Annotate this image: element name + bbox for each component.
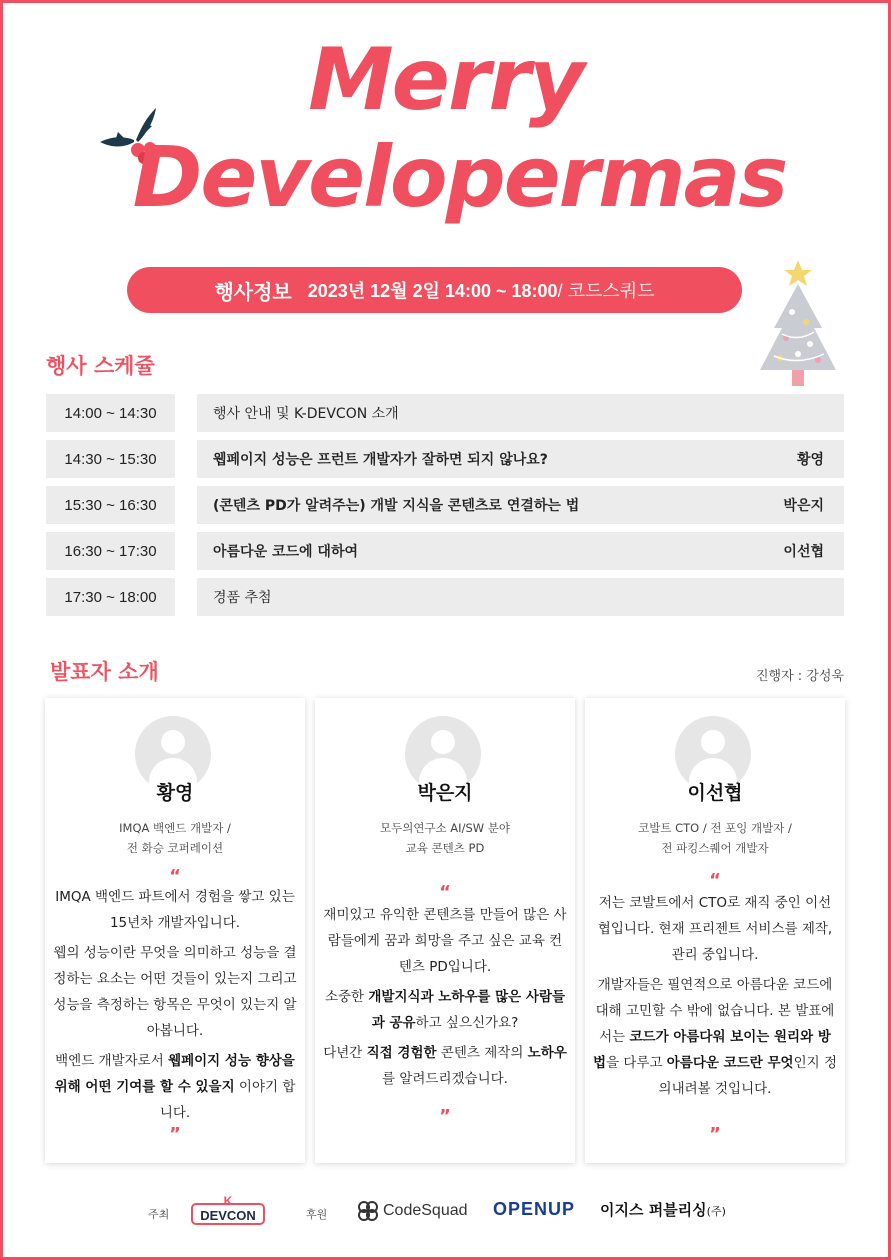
schedule-speaker: 박은지 (783, 498, 824, 514)
schedule-topic: 웹페이지 성능은 프런트 개발자가 잘하면 되지 않나요? (213, 452, 548, 468)
devcon-logo (190, 1196, 266, 1226)
bio-paragraph: 소중한 개발지식과 노하우를 많은 사람들과 공유하고 싶으신가요? (324, 989, 566, 1031)
schedule-desc (197, 532, 844, 570)
codesquad-logo (357, 1200, 468, 1222)
schedule-time: 17:30 ~ 18:00 (46, 578, 175, 616)
event-info-place: / 코드스쿼드 (557, 281, 655, 301)
schedule-table (46, 394, 844, 624)
bio-paragraph: IMQA 백엔드 파트에서 경험을 쌓고 있는 15년차 개발자입니다. (55, 889, 295, 931)
schedule-row (46, 486, 844, 524)
schedule-topic: 경품 추첨 (213, 590, 272, 606)
schedule-row (46, 440, 844, 478)
schedule-topic: 행사 안내 및 K-DEVCON 소개 (213, 406, 399, 422)
title-developermas: Developermas (132, 128, 787, 226)
schedule-topic: 아름다운 코드에 대하여 (213, 544, 358, 560)
speaker-name: 황영 (156, 782, 194, 804)
schedule-row (46, 394, 844, 432)
bio-paragraph: 재미있고 유익한 콘텐츠를 만들어 많은 사람들에게 꿈과 희망을 주고 싶은 교육 컨텐츠 PD입니다. (323, 907, 567, 975)
ez-logo-text: 이지스 퍼블리싱 (600, 1201, 707, 1219)
schedule-desc (197, 578, 844, 616)
devcon-logo-text: DEVCON (200, 1208, 256, 1223)
speaker-bio (53, 884, 297, 1130)
speaker-role (315, 818, 575, 858)
speaker-role (45, 818, 305, 858)
speaker-role-line: IMQA 백엔드 개발자 / (119, 821, 231, 835)
speaker-role-line: 전 화승 코퍼레이션 (126, 841, 224, 855)
speaker-role-line: 모두의연구소 AI/SW 분야 (380, 821, 510, 835)
moderator-text: 진행자 : 강성욱 (756, 669, 844, 684)
speaker-role-line: 교육 콘텐츠 PD (405, 841, 485, 855)
sponsor-label: 후원 (306, 1208, 328, 1221)
bio-paragraph: 개발자들은 필연적으로 아름다운 코드에 대해 고민할 수 밖에 없습니다. 본 발표에서는 코드가 아름다워 보이는 원리와 방법을 다루고 아름다운 코드란 무엇인지 정의내려볼 것입니다. (593, 977, 837, 1097)
schedule-time: 14:30 ~ 15:30 (46, 440, 175, 478)
event-info-date: 2023년 12월 2일 14:00 ~ 18:00 (307, 281, 558, 301)
schedule-time: 15:30 ~ 16:30 (46, 486, 175, 524)
quote-open-icon: “ (439, 882, 451, 903)
speaker-card (315, 698, 575, 1163)
event-info-label: 행사정보 (214, 281, 292, 304)
schedule-desc (197, 394, 844, 432)
ez-publishing-logo (600, 1199, 726, 1220)
speaker-role-line: 코발트 CTO / 전 포잉 개발자 / (638, 821, 792, 835)
schedule-speaker: 이선협 (783, 544, 824, 560)
quote-open-icon: “ (169, 866, 181, 887)
schedule-time: 14:00 ~ 14:30 (46, 394, 175, 432)
quote-open-icon: “ (709, 870, 721, 891)
bio-paragraph: 다년간 직접 경험한 콘텐츠 제작의 노하우를 알려드리겠습니다. (323, 1045, 567, 1087)
speaker-card (45, 698, 305, 1163)
schedule-desc (197, 440, 844, 478)
speaker-name: 이선협 (687, 782, 743, 804)
speaker-bio (593, 890, 837, 1106)
speaker-card (585, 698, 845, 1163)
speaker-bio (323, 902, 567, 1096)
speaker-role-line: 전 파킹스퀘어 개발자 (661, 841, 769, 855)
speaker-role (585, 818, 845, 858)
schedule-topic: (콘텐츠 PD가 알려주는) 개발 지식을 콘텐츠로 연결하는 법 (213, 498, 580, 514)
bio-paragraph: 백엔드 개발자로서 웹페이지 성능 향상을 위해 어떤 기여를 할 수 있을지 이야기 합니다. (54, 1053, 296, 1121)
ez-logo-suffix: (주) (706, 1205, 726, 1218)
speaker-name: 박은지 (417, 782, 473, 804)
quote-close-icon: ” (169, 1124, 181, 1145)
title-merry: Merry (308, 30, 583, 130)
schedule-time: 16:30 ~ 17:30 (46, 532, 175, 570)
host-label: 주최 (148, 1208, 170, 1221)
footer (0, 1196, 891, 1232)
schedule-row (46, 532, 844, 570)
quote-close-icon: ” (439, 1106, 451, 1127)
codesquad-icon (357, 1200, 379, 1222)
codesquad-logo-text: CodeSquad (383, 1202, 468, 1219)
bio-paragraph: 저는 코발트에서 CTO로 재직 중인 이선협입니다. 현재 프리젠트 서비스를 제작, 관리 중입니다. (597, 895, 833, 963)
schedule-title: 행사 스케쥴 (46, 354, 155, 378)
bio-paragraph: 웹의 성능이란 무엇을 의미하고 성능을 결정하는 요소는 어떤 것들이 있는지 그리고 성능을 측정하는 항목은 무엇이 있는지 알아봅니다. (53, 945, 297, 1039)
christmas-tree-icon (752, 258, 844, 394)
schedule-row (46, 578, 844, 616)
schedule-speaker: 황영 (796, 452, 824, 468)
devcon-logo-k: K (223, 1196, 233, 1208)
event-info-bar (127, 267, 742, 313)
schedule-desc (197, 486, 844, 524)
openup-logo: OPENUP (493, 1199, 576, 1219)
speakers-title: 발표자 소개 (50, 660, 159, 684)
quote-close-icon: ” (709, 1124, 721, 1145)
